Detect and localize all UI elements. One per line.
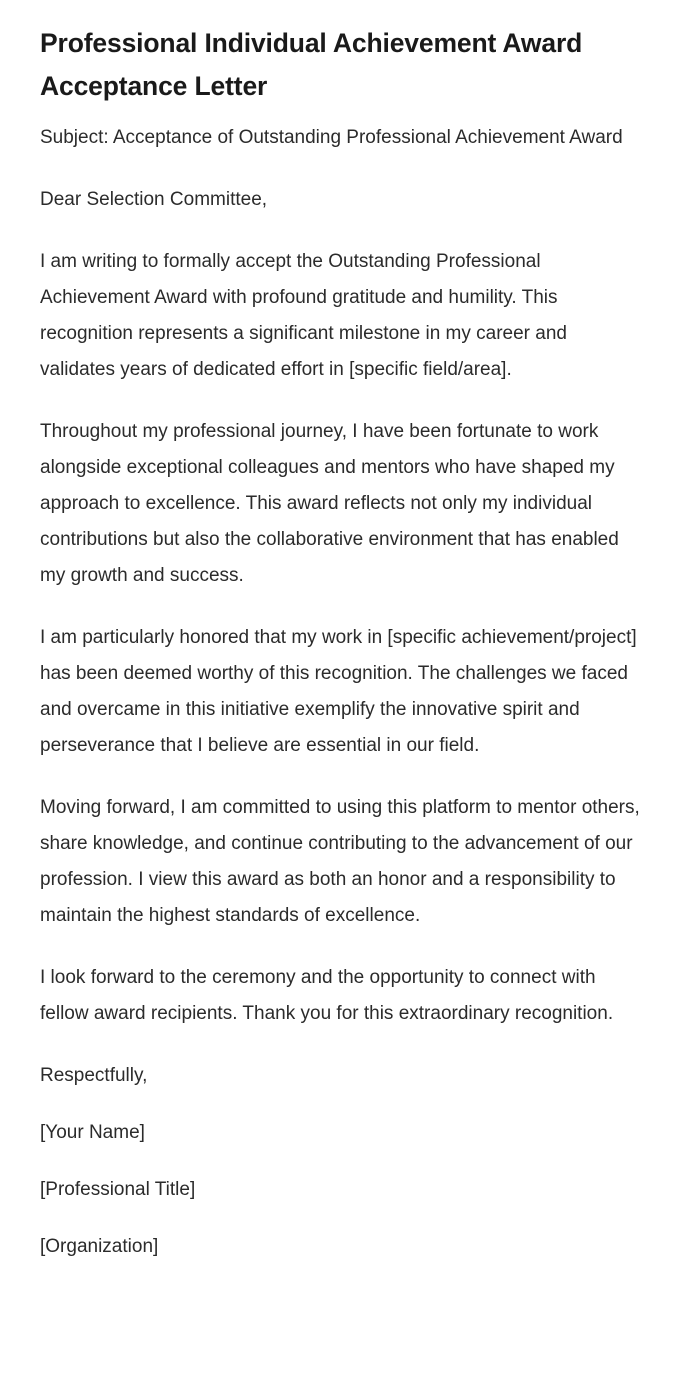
paragraph-2: Throughout my professional journey, I have been fortunate to work alongside exceptional colleagues and mentors who have shaped my approach to excellence. This award reflects not only my individual contributions but also the collaborative environment that has enabled my growth and success. [40,421,619,586]
paragraph-1: I am writing to formally accept the Outstanding Professional Achievement Award with profound gratitude and humility. This recognition represents a significant milestone in my career and validates years of dedicated effort in [specific field/area]. [40,251,567,380]
signature-title: [Professional Title] [40,1179,196,1200]
closing-salutation: Respectfully, [40,1065,148,1086]
signature-organization: [Organization] [40,1236,159,1257]
paragraph-5: I look forward to the ceremony and the opportunity to connect with fellow award recipients. Thank you for this extraordinary recognition. [40,967,614,1024]
paragraph-3: I am particularly honored that my work in [specific achievement/project] has been deemed worthy of this recognition. The challenges we faced and overcame in this initiative exemplify the innovative spirit and perseverance that I believe are essential in our field. [40,627,637,756]
paragraph-4: Moving forward, I am committed to using this platform to mentor others, share knowledge, and continue contributing to the advancement of our profession. I view this award as both an honor and a responsibility to maintain the highest standards of excellence. [40,797,640,926]
signature-name: [Your Name] [40,1122,145,1143]
subject-line: Subject: Acceptance of Outstanding Professional Achievement Award [40,127,623,148]
page-title: Professional Individual Achievement Award Acceptance Letter [40,28,583,101]
salutation: Dear Selection Committee, [40,189,268,210]
